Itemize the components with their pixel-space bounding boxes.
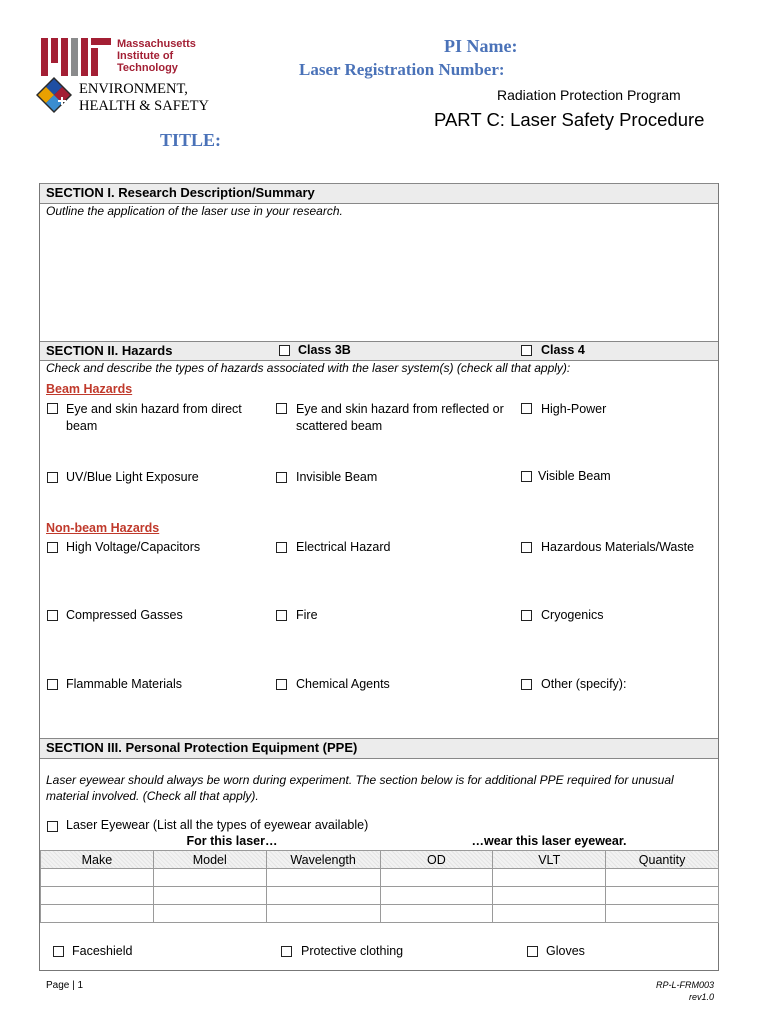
laser-eyewear-checkbox[interactable]	[47, 821, 58, 832]
hazard-uv-blue-label: UV/Blue Light Exposure	[66, 470, 199, 484]
col-make: Make	[41, 851, 154, 869]
hazard-invisible-beam-label: Invisible Beam	[296, 470, 378, 484]
hazard-high-power-checkbox[interactable]	[521, 403, 532, 414]
laser-eyewear-label: Laser Eyewear (List all the types of eyewear available)	[66, 818, 369, 832]
table-cell[interactable]	[41, 905, 154, 923]
table-cell[interactable]	[493, 887, 606, 905]
ehs-diamond-icon	[35, 76, 73, 114]
section2-instruction: Check and describe the types of hazards associated with the laser system(s) (check all that apply):	[46, 361, 571, 375]
hazard-invisible-beam-checkbox[interactable]	[276, 472, 287, 483]
table-cell[interactable]	[266, 887, 380, 905]
section1-heading: SECTION I. Research Description/Summary	[46, 185, 315, 200]
hazard-electrical-checkbox[interactable]	[276, 542, 287, 553]
ehs-text: ENVIRONMENT, HEALTH & SAFETY	[79, 81, 209, 114]
gloves-checkbox[interactable]	[527, 946, 538, 957]
table-cell[interactable]	[380, 905, 493, 923]
page-number: Page | 1	[46, 980, 84, 991]
table-cell[interactable]	[153, 869, 266, 887]
hazard-electrical-label: Electrical Hazard	[296, 540, 391, 554]
class4-label: Class 4	[541, 343, 585, 357]
hazard-cryogenics-label: Cryogenics	[541, 608, 604, 622]
section2-heading: SECTION II. Hazards	[46, 343, 173, 358]
table-cell[interactable]	[493, 869, 606, 887]
part-title: PART C: Laser Safety Procedure	[434, 109, 705, 130]
protective-clothing-label: Protective clothing	[301, 944, 404, 958]
hazard-reflected-beam-label: Eye and skin hazard from reflected or scattered beam	[296, 402, 504, 433]
hazard-visible-beam-label: Visible Beam	[538, 469, 611, 483]
hazard-high-voltage-checkbox[interactable]	[47, 542, 58, 553]
table-cell[interactable]	[606, 869, 719, 887]
nonbeam-hazards-title: Non-beam Hazards	[46, 521, 160, 535]
wear-eyewear-heading: …wear this laser eyewear.	[471, 834, 627, 848]
title-label: TITLE:	[160, 130, 222, 150]
mit-logo	[41, 38, 111, 76]
table-row	[41, 869, 719, 887]
hazard-fire-checkbox[interactable]	[276, 610, 287, 621]
hazard-flammable-checkbox[interactable]	[47, 679, 58, 690]
table-cell[interactable]	[41, 869, 154, 887]
col-vlt: VLT	[493, 851, 606, 869]
eyewear-table-header	[41, 851, 719, 869]
gloves-label: Gloves	[546, 944, 585, 958]
hazard-materials-waste-checkbox[interactable]	[521, 542, 532, 553]
table-cell[interactable]	[266, 905, 380, 923]
form-id: RP-L-FRM003	[655, 980, 714, 990]
section3-instruction: Laser eyewear should always be worn during experiment. The section below is for additional PPE required for unusual material involved. (Check all that apply).	[46, 773, 674, 803]
table-cell[interactable]	[41, 887, 154, 905]
form-revision: rev1.0	[688, 992, 714, 1002]
protective-clothing-checkbox[interactable]	[281, 946, 292, 957]
col-od: OD	[380, 851, 493, 869]
hazard-compressed-gasses-checkbox[interactable]	[47, 610, 58, 621]
class3b-label: Class 3B	[298, 343, 351, 357]
col-model: Model	[153, 851, 266, 869]
hazard-direct-beam-label: Eye and skin hazard from direct beam	[66, 402, 242, 433]
institute-name: Massachusetts Institute of Technology	[117, 38, 196, 74]
hazard-materials-waste-label: Hazardous Materials/Waste	[541, 540, 695, 554]
hazard-direct-beam-checkbox[interactable]	[47, 403, 58, 414]
hazard-compressed-gasses-label: Compressed Gasses	[66, 608, 183, 622]
faceshield-checkbox[interactable]	[53, 946, 64, 957]
table-cell[interactable]	[153, 905, 266, 923]
laser-registration-label: Laser Registration Number:	[299, 60, 505, 79]
pi-name-label: PI Name:	[444, 36, 518, 56]
for-this-laser-heading: For this laser…	[186, 834, 278, 848]
hazard-chemical-label: Chemical Agents	[296, 677, 390, 691]
hazard-reflected-beam-checkbox[interactable]	[276, 403, 287, 414]
research-description-area[interactable]	[40, 220, 718, 340]
hazard-uv-blue-checkbox[interactable]	[47, 472, 58, 483]
hazard-flammable-label: Flammable Materials	[66, 677, 183, 691]
class3b-checkbox[interactable]	[279, 345, 290, 356]
col-quantity: Quantity	[606, 851, 719, 869]
hazard-high-voltage-label: High Voltage/Capacitors	[66, 540, 201, 554]
hazard-fire-label: Fire	[296, 608, 318, 622]
table-row	[41, 887, 719, 905]
hazard-other-label: Other (specify):	[541, 677, 627, 691]
section1-instruction: Outline the application of the laser use in your research.	[46, 204, 343, 218]
table-cell[interactable]	[606, 905, 719, 923]
table-cell[interactable]	[266, 869, 380, 887]
table-cell[interactable]	[380, 869, 493, 887]
table-cell[interactable]	[493, 905, 606, 923]
col-wavelength: Wavelength	[266, 851, 380, 869]
table-cell[interactable]	[606, 887, 719, 905]
hazard-high-power-label: High-Power	[541, 402, 607, 416]
eyewear-table	[40, 850, 719, 923]
class4-checkbox[interactable]	[521, 345, 532, 356]
program-name: Radiation Protection Program	[497, 87, 681, 103]
hazard-visible-beam-checkbox[interactable]	[521, 471, 532, 482]
hazard-chemical-checkbox[interactable]	[276, 679, 287, 690]
hazard-other-checkbox[interactable]	[521, 679, 532, 690]
table-row	[41, 905, 719, 923]
beam-hazards-title: Beam Hazards	[46, 382, 133, 396]
section3-heading: SECTION III. Personal Protection Equipment (PPE)	[46, 740, 358, 755]
table-cell[interactable]	[153, 887, 266, 905]
faceshield-label: Faceshield	[72, 944, 133, 958]
hazard-cryogenics-checkbox[interactable]	[521, 610, 532, 621]
table-cell[interactable]	[380, 887, 493, 905]
